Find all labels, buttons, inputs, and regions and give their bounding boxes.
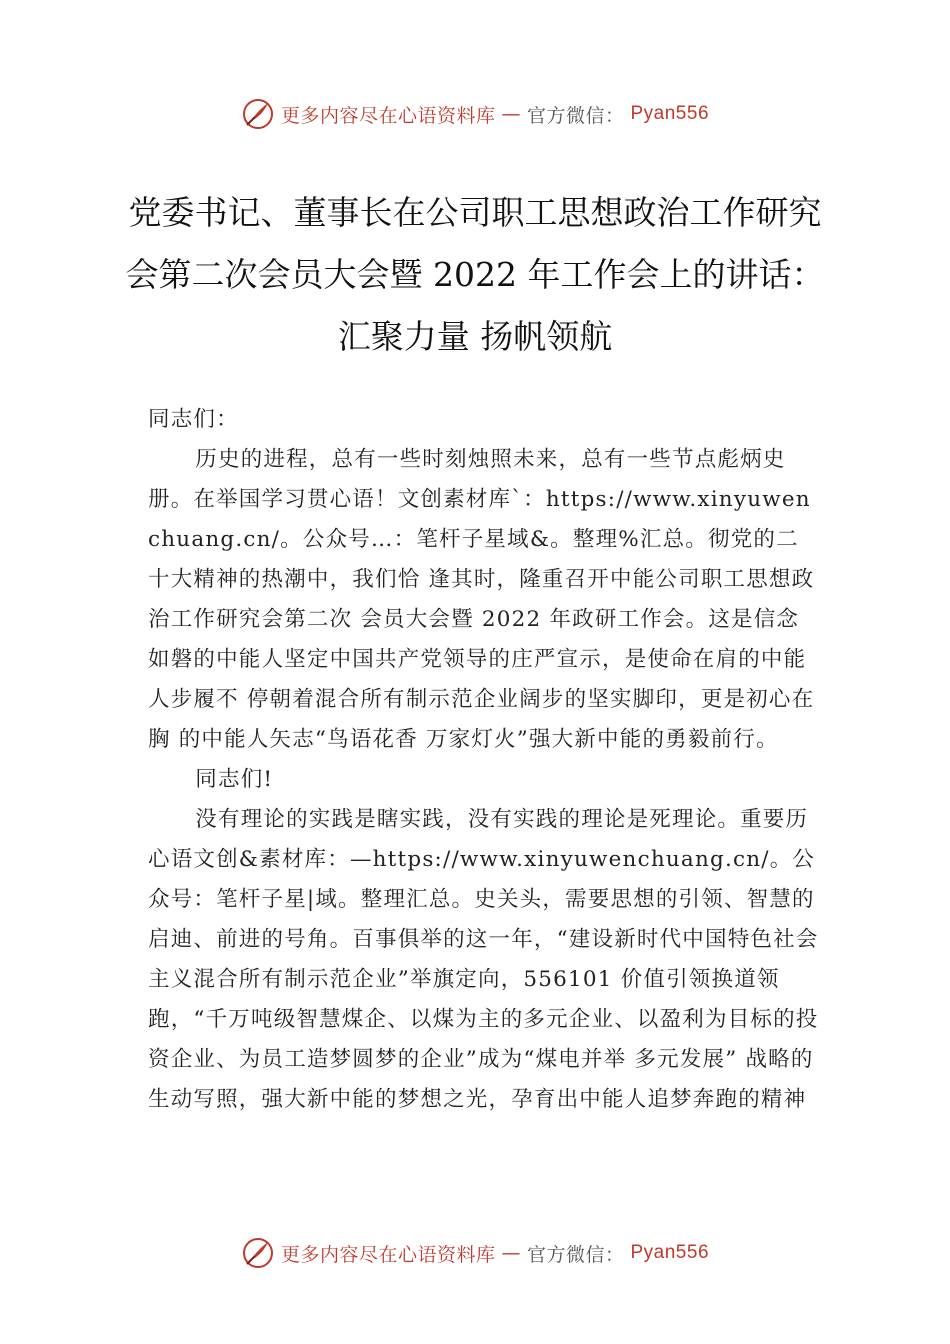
header-banner bbox=[0, 94, 950, 134]
salutation: 同志们： bbox=[148, 407, 239, 432]
document-title: 党委书记、董事长在公司职工思想政治工作研究会第二次会员大会暨 2022 年工作会上的讲话： 汇聚力量 扬帆领航 bbox=[125, 193, 825, 356]
document-body bbox=[148, 400, 820, 1120]
quill-logo-icon bbox=[241, 1236, 275, 1270]
banner-wechat-label: 官方微信： bbox=[526, 104, 625, 127]
paragraph: 没有理论的实践是瞎实践，没有实践的理论是死理论。重要历心语文创&素材库：—https://www.xinyuwenchuang.cn/。公众号：笔杆子星|域。整理汇总。史关头，需要思想的引领、智慧的启迪、前进的号角。百事俱举的这一年，“建设新时代中国特色社会主义混合所有制示范企业”举旗定向，556101 价值引领换道领跑，“千万吨级智慧煤企、以煤为主的多元企业、以盈利为目标的投资企业、为员工造梦圆梦的企业”成为“煤电并举 多元发展” 战略的生动写照，强大新中能的梦想之光，孕育出中能人追梦奔跑的精神 bbox=[148, 807, 819, 1112]
banner-wechat-label: 官方微信： bbox=[526, 1243, 625, 1266]
banner-account: Pyan556 bbox=[630, 103, 710, 124]
footer-banner bbox=[0, 1233, 950, 1273]
banner-account: Pyan556 bbox=[630, 1242, 710, 1263]
paragraph: 历史的进程，总有一些时刻烛照未来，总有一些节点彪炳史册。在举国学习贯心语！文创素材库`：https://www.xinyuwenchuang.cn/。公众号…：笔杆子星域&。整理%汇总。彻党的二十大精神的热潮中，我们恰 逢其时，隆重召开中能公司职工思想政治工作研究会第二次 会员大会暨 2022 年政研工作会。这是信念如磐的中能人坚定中国共产党领导的庄严宣示，是使命在肩的中能人步履不 停朝着混合所有制示范企业阔步的坚实脚印，更是初心在胸 的中能人矢志“鸟语花香 万家灯火”强大新中能的勇毅前行。 bbox=[148, 447, 815, 752]
quill-logo-icon bbox=[241, 97, 275, 131]
banner-dash: — bbox=[501, 103, 521, 125]
banner-library-text: 更多内容尽在心语资料库 bbox=[280, 1243, 496, 1266]
salutation-repeat: 同志们! bbox=[195, 767, 274, 792]
banner-dash: — bbox=[501, 1242, 521, 1264]
banner-library-text: 更多内容尽在心语资料库 bbox=[280, 104, 496, 127]
